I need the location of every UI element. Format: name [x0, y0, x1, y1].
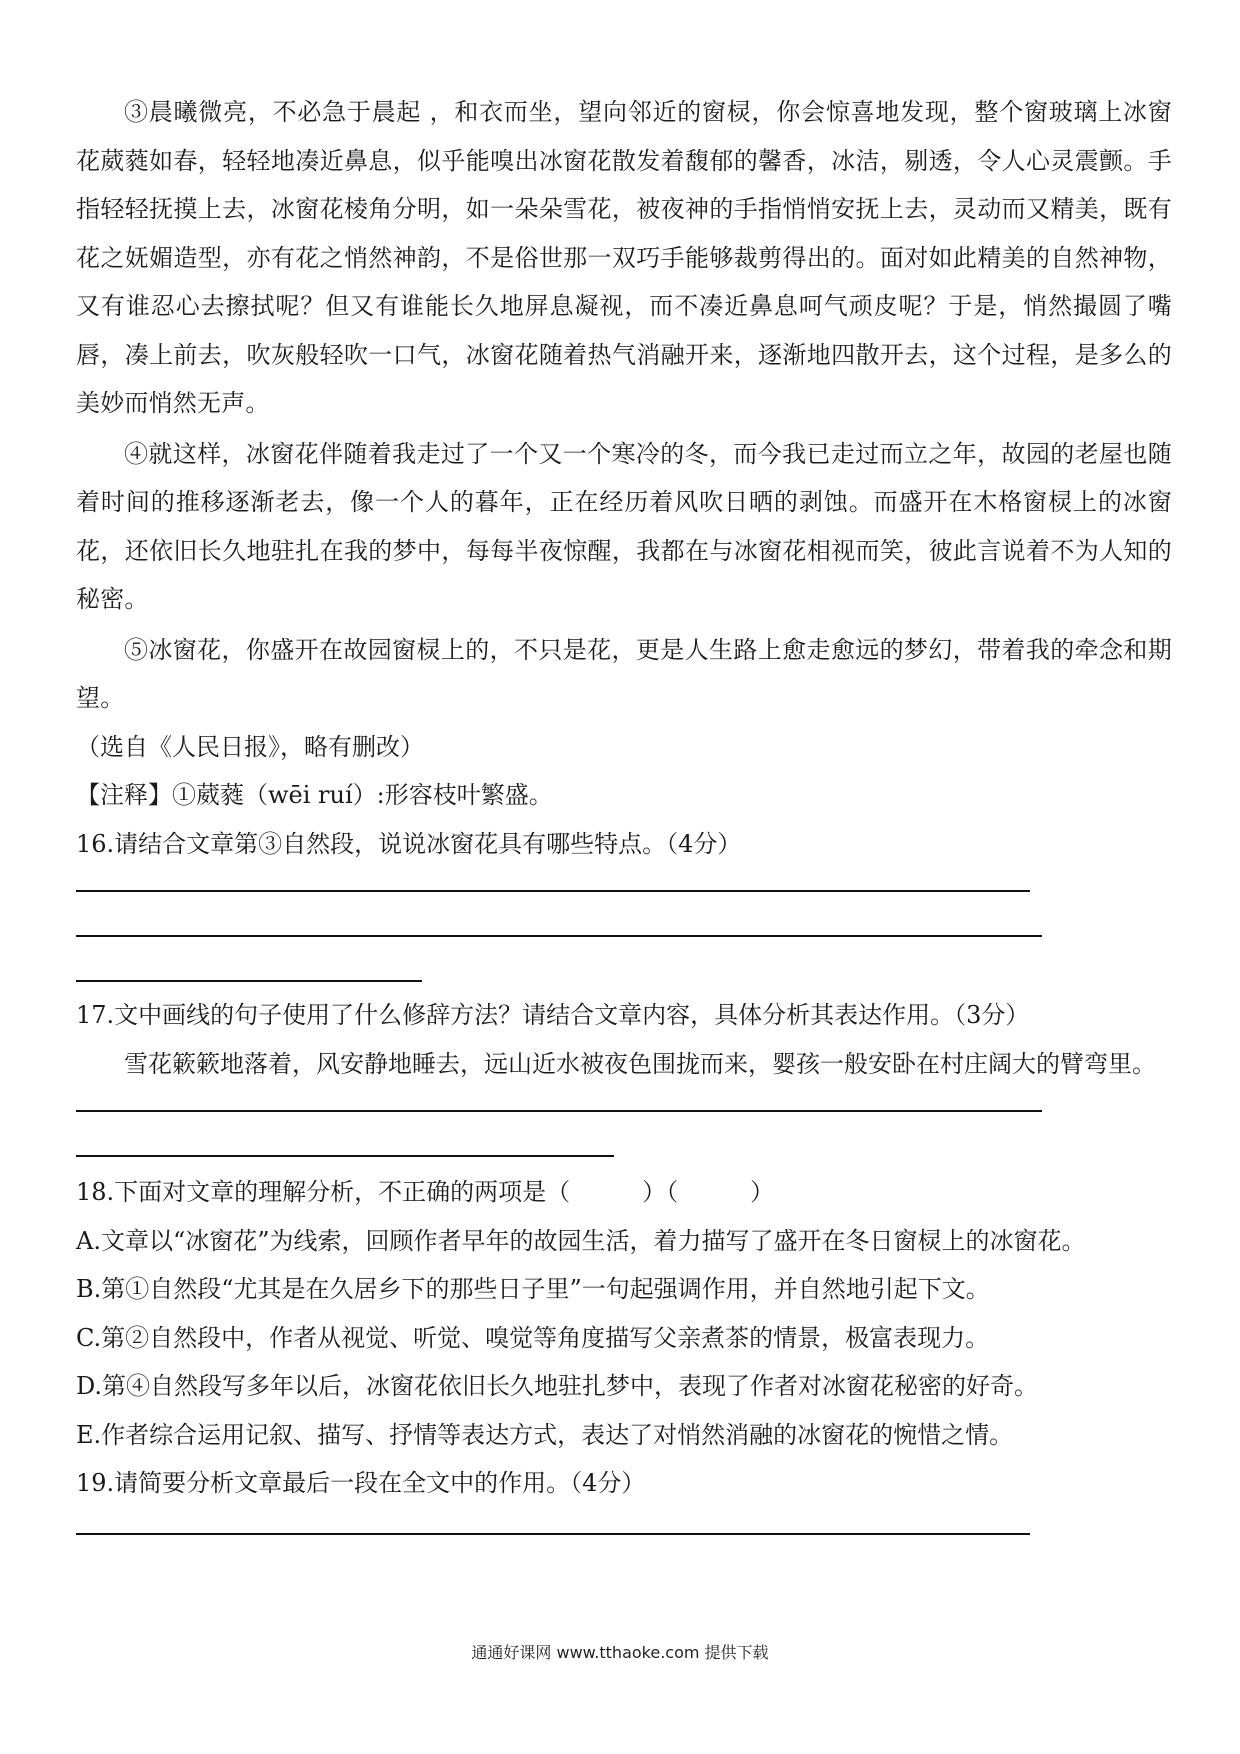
option-e: E.作者综合运用记叙、描写、抒情等表达方式，表达了对悄然消融的冰窗花的惋惜之情。: [76, 1420, 1014, 1449]
underlined-sentence: 雪花簌簌地落着，风安静地睡去，远山近水被夜色围拢而来，婴孩一般安卧在村庄阔大的臂弯里。: [124, 1049, 1156, 1078]
answer-line[interactable]: [76, 890, 1030, 892]
answer-line[interactable]: [76, 980, 422, 982]
source-citation: （选自《人民日报》，略有删改）: [76, 732, 424, 761]
question-17: 17.文中画线的句子使用了什么修辞方法？请结合文章内容，具体分析其表达作用。（3分）: [76, 1001, 1030, 1029]
paragraph-5: ⑤冰窗花，你盛开在故园窗棂上的，不只是花，更是人生路上愈走愈远的梦幻，带着我的牵念和期望。: [76, 635, 1172, 712]
annotation-note: 【注释】①葳蕤（wēi ruí）:形容枝叶繁盛。: [76, 781, 553, 809]
option-b: B.第①自然段“尤其是在久居乡下的那些日子里”一句起强调作用，并自然地引起下文。: [76, 1275, 990, 1303]
paragraph-4: ④就这样，冰窗花伴随着我走过了一个又一个寒冷的冬，而今我已走过而立之年，故园的老屋也随着时间的推移逐渐老去，像一个人的暮年，正在经历着风吹日晒的剥蚀。而盛开在木格窗棂上的冰窗花，还依旧长久地驻扎在我的梦中，每每半夜惊醒，我都在与冰窗花相视而笑，彼此言说着不为人知的秘密。: [76, 439, 1172, 613]
paragraph-3: ③晨曦微亮，不必急于晨起 ，和衣而坐，望向邻近的窗棂，你会惊喜地发现，整个窗玻璃上冰窗花葳蕤如春，轻轻地凑近鼻息，似乎能嗅出冰窗花散发着馥郁的馨香，冰洁，剔透，令人心灵震颤。手指轻轻抚摸上去，冰窗花棱角分明，如一朵朵雪花，被夜神的手指悄悄安抚上去，灵动而又精美，既有花之妩媚造型，亦有花之悄然神韵，不是俗世那一双巧手能够裁剪得出的。面对如此精美的自然神物，又有谁忍心去擦拭呢？但又有谁能长久地屏息凝视，而不凑近鼻息呵气顽皮呢？于是，悄然撮圆了嘴唇，凑上前去，吹灰般轻吹一口气，冰窗花随着热气消融开来，逐渐地四散开去，这个过程，是多么的美妙而悄然无声。: [76, 98, 1172, 417]
option-d: D.第④自然段写多年以后，冰窗花依旧长久地驻扎梦中，表现了作者对冰窗花秘密的好奇。: [76, 1372, 1039, 1400]
answer-line[interactable]: [76, 1110, 1042, 1112]
question-19: 19.请简要分析文章最后一段在全文中的作用。（4分）: [76, 1469, 646, 1497]
exam-page: [76, 88, 1172, 1535]
option-c: C.第②自然段中，作者从视觉、听觉、嗅觉等角度描写父亲煮茶的情景，极富表现力。: [76, 1323, 990, 1352]
option-a: A.文章以“冰窗花”为线索，回顾作者早年的故园生活，着力描写了盛开在冬日窗棂上的冰窗花。: [76, 1226, 1086, 1255]
answer-line[interactable]: [76, 1533, 1030, 1535]
footer-download-note: 通通好课网 www.tthaoke.com 提供下载: [471, 1643, 769, 1662]
question-18: 18.下面对文章的理解分析，不正确的两项是（ ）（ ）: [76, 1178, 775, 1206]
question-16: 16.请结合文章第③自然段，说说冰窗花具有哪些特点。（4分）: [76, 829, 742, 858]
answer-area-17: [76, 1110, 1172, 1157]
answer-area-16: [76, 890, 1172, 982]
answer-line[interactable]: [76, 1155, 614, 1157]
answer-area-19: [76, 1533, 1172, 1535]
answer-line[interactable]: [76, 935, 1042, 937]
